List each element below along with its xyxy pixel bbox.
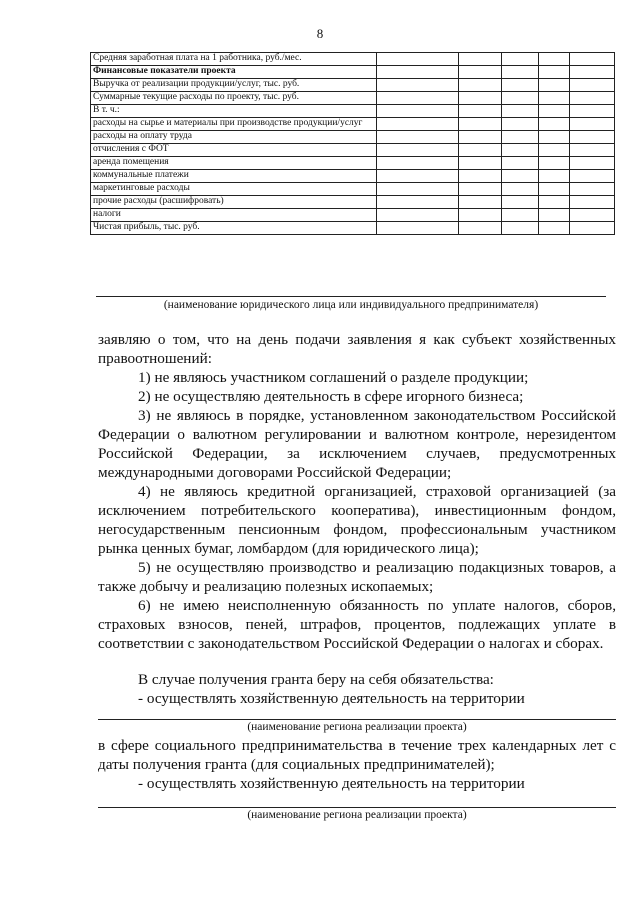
declaration-item-4: 4) не являюсь кредитной организацией, страховой организацией (за исключением потребительского кооператива), инвестиционным фондом, негосударственным пенсионным фондом, профессиональным участником рынка ценных бумаг, ломбардом (для юридического лица); xyxy=(98,483,616,557)
value-cell[interactable] xyxy=(459,170,502,183)
value-cell[interactable] xyxy=(502,209,539,222)
value-cell[interactable] xyxy=(570,131,615,144)
value-cell[interactable] xyxy=(459,209,502,222)
row-label: аренда помещения xyxy=(91,157,377,170)
value-cell[interactable] xyxy=(377,222,459,235)
value-cell[interactable] xyxy=(377,183,459,196)
value-cell[interactable] xyxy=(459,118,502,131)
row-label: Выручка от реализации продукции/услуг, тыс. руб. xyxy=(91,79,377,92)
value-cell[interactable] xyxy=(377,196,459,209)
value-cell[interactable] xyxy=(502,196,539,209)
value-cell[interactable] xyxy=(570,222,615,235)
value-cell[interactable] xyxy=(539,222,570,235)
value-cell[interactable] xyxy=(502,105,539,118)
value-cell[interactable] xyxy=(459,144,502,157)
value-cell[interactable] xyxy=(539,92,570,105)
value-cell[interactable] xyxy=(539,209,570,222)
obligation-item-2: - осуществлять хозяйственную деятельность на территории xyxy=(138,775,525,792)
value-cell[interactable] xyxy=(502,53,539,66)
row-label: маркетинговые расходы xyxy=(91,183,377,196)
value-cell[interactable] xyxy=(377,144,459,157)
value-cell[interactable] xyxy=(377,118,459,131)
value-cell[interactable] xyxy=(459,79,502,92)
value-cell[interactable] xyxy=(570,92,615,105)
row-label: В т. ч.: xyxy=(91,105,377,118)
table-row xyxy=(91,183,615,196)
value-cell[interactable] xyxy=(459,66,502,79)
entity-name-line xyxy=(96,296,606,297)
row-label: налоги xyxy=(91,209,377,222)
value-cell[interactable] xyxy=(539,196,570,209)
value-cell[interactable] xyxy=(459,222,502,235)
value-cell[interactable] xyxy=(539,144,570,157)
declaration-intro: заявляю о том, что на день подачи заявления я как субъект хозяйственных правоотношений: xyxy=(98,331,616,367)
table-row xyxy=(91,79,615,92)
value-cell[interactable] xyxy=(377,53,459,66)
value-cell[interactable] xyxy=(459,157,502,170)
region-caption-2: (наименование региона реализации проекта) xyxy=(247,809,467,821)
row-label: расходы на оплату труда xyxy=(91,131,377,144)
row-label: Средняя заработная плата на 1 работника, руб./мес. xyxy=(91,53,377,66)
value-cell[interactable] xyxy=(539,157,570,170)
value-cell[interactable] xyxy=(570,144,615,157)
table-row xyxy=(91,209,615,222)
value-cell[interactable] xyxy=(539,66,570,79)
value-cell[interactable] xyxy=(502,170,539,183)
table-row xyxy=(91,66,615,79)
value-cell[interactable] xyxy=(570,66,615,79)
value-cell[interactable] xyxy=(459,183,502,196)
value-cell[interactable] xyxy=(570,53,615,66)
value-cell[interactable] xyxy=(459,131,502,144)
declaration-item-2: 2) не осуществляю деятельность в сфере игорного бизнеса; xyxy=(138,388,524,405)
declaration-text xyxy=(98,330,616,824)
row-label: Чистая прибыль, тыс. руб. xyxy=(91,222,377,235)
value-cell[interactable] xyxy=(570,105,615,118)
value-cell[interactable] xyxy=(459,92,502,105)
value-cell[interactable] xyxy=(377,157,459,170)
value-cell[interactable] xyxy=(377,79,459,92)
value-cell[interactable] xyxy=(539,105,570,118)
page-number: 8 xyxy=(316,26,324,41)
table-row xyxy=(91,170,615,183)
row-label: прочие расходы (расшифровать) xyxy=(91,196,377,209)
value-cell[interactable] xyxy=(459,196,502,209)
value-cell[interactable] xyxy=(502,157,539,170)
table-row xyxy=(91,144,615,157)
value-cell[interactable] xyxy=(570,118,615,131)
value-cell[interactable] xyxy=(502,79,539,92)
value-cell[interactable] xyxy=(570,196,615,209)
value-cell[interactable] xyxy=(377,209,459,222)
value-cell[interactable] xyxy=(377,66,459,79)
declaration-item-1: 1) не являюсь участником соглашений о разделе продукции; xyxy=(138,369,529,386)
row-label: Финансовые показатели проекта xyxy=(91,66,377,79)
value-cell[interactable] xyxy=(539,118,570,131)
value-cell[interactable] xyxy=(502,66,539,79)
value-cell[interactable] xyxy=(539,183,570,196)
row-label: расходы на сырье и материалы при производстве продукции/услуг xyxy=(91,118,377,131)
table-row xyxy=(91,118,615,131)
value-cell[interactable] xyxy=(570,170,615,183)
obligations-intro: В случае получения гранта беру на себя обязательства: xyxy=(138,671,494,688)
table-row xyxy=(91,92,615,105)
region-caption-1: (наименование региона реализации проекта) xyxy=(247,721,467,733)
table-row xyxy=(91,131,615,144)
value-cell[interactable] xyxy=(570,183,615,196)
obligation-item-1: - осуществлять хозяйственную деятельность на территории xyxy=(138,690,525,707)
value-cell[interactable] xyxy=(539,53,570,66)
value-cell[interactable] xyxy=(539,131,570,144)
entity-name-field[interactable] xyxy=(96,296,606,311)
value-cell[interactable] xyxy=(502,118,539,131)
value-cell[interactable] xyxy=(459,105,502,118)
value-cell[interactable] xyxy=(459,53,502,66)
value-cell[interactable] xyxy=(502,92,539,105)
table-row xyxy=(91,105,615,118)
declaration-item-5: 5) не осуществляю производство и реализацию подакцизных товаров, а также добычу и реализацию полезных ископаемых; xyxy=(98,559,616,595)
table-row xyxy=(91,196,615,209)
value-cell[interactable] xyxy=(539,79,570,92)
value-cell[interactable] xyxy=(377,92,459,105)
entity-name-caption: (наименование юридического лица или индивидуального предпринимателя) xyxy=(163,299,539,311)
value-cell[interactable] xyxy=(502,131,539,144)
value-cell[interactable] xyxy=(377,105,459,118)
financial-indicators-table xyxy=(90,52,615,235)
declaration-item-6: 6) не имею неисполненную обязанность по уплате налогов, сборов, страховых взносов, пеней, штрафов, процентов, подлежащих уплате в соответствии с законодательством Российской Федерации о налогах и сборах. xyxy=(98,597,616,652)
value-cell[interactable] xyxy=(502,222,539,235)
value-cell[interactable] xyxy=(570,79,615,92)
row-label: коммунальные платежи xyxy=(91,170,377,183)
value-cell[interactable] xyxy=(570,157,615,170)
row-label: отчисления с ФОТ xyxy=(91,144,377,157)
value-cell[interactable] xyxy=(502,183,539,196)
obligation-continuation: в сфере социального предпринимательства в течение трех календарных лет с даты получения гранта (для социальных предпринимателей); xyxy=(98,737,616,773)
table-row xyxy=(91,157,615,170)
value-cell[interactable] xyxy=(377,170,459,183)
value-cell[interactable] xyxy=(570,209,615,222)
value-cell[interactable] xyxy=(502,144,539,157)
value-cell[interactable] xyxy=(539,170,570,183)
table-row xyxy=(91,222,615,235)
value-cell[interactable] xyxy=(377,131,459,144)
declaration-item-3: 3) не являюсь в порядке, установленном законодательством Российской Федерации о валютном регулировании и валютном контроле, нерезидентом Российской Федерации, за исключением случаев, предусмотренных международными договорами Российской Федерации; xyxy=(98,407,616,481)
table-row xyxy=(91,53,615,66)
row-label: Суммарные текущие расходы по проекту, тыс. руб. xyxy=(91,92,377,105)
